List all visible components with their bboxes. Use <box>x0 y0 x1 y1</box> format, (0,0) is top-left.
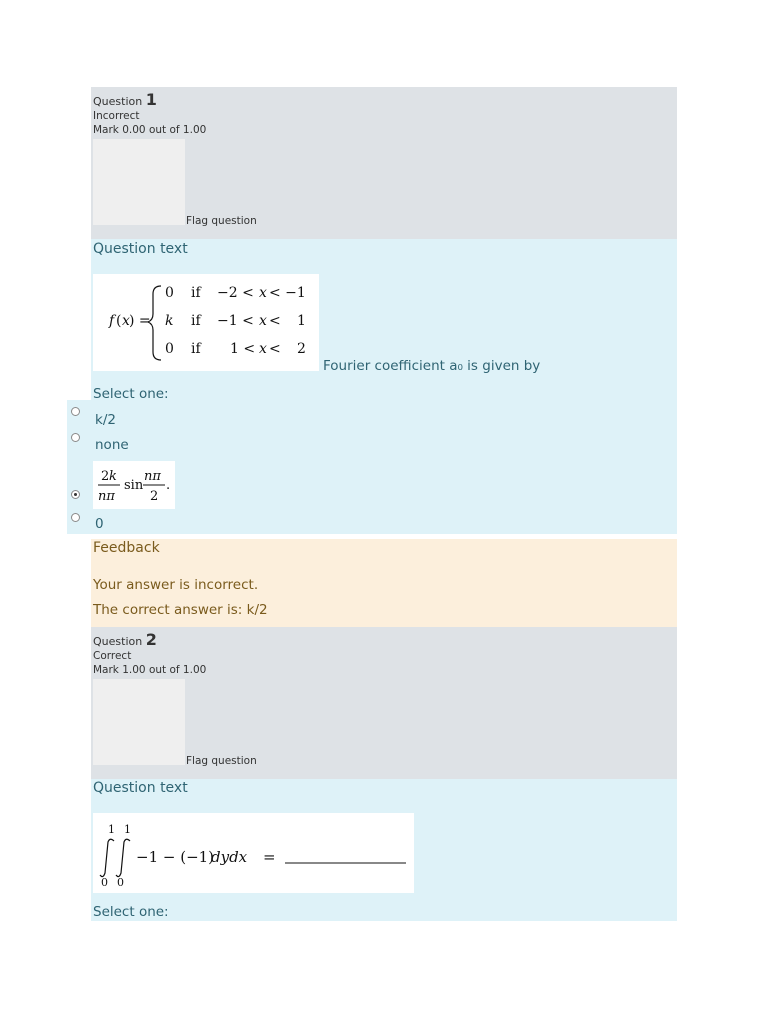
q1-option-4-label[interactable]: 0 <box>95 516 104 532</box>
q2-state: Correct <box>93 650 132 662</box>
q1-feedback-correct-answer: The correct answer is: k/2 <box>93 602 268 618</box>
svg-text:2: 2 <box>297 341 306 357</box>
svg-text:−2 <: −2 < <box>217 285 254 301</box>
svg-text:.: . <box>166 478 171 493</box>
q2-integral-svg <box>93 813 414 893</box>
svg-text:if: if <box>191 313 201 329</box>
svg-text:sin: sin <box>124 478 144 493</box>
svg-text:2: 2 <box>101 469 110 484</box>
svg-text:nπ: nπ <box>144 469 161 484</box>
svg-text:−1 − (−1): −1 − (−1) <box>136 848 215 866</box>
q1-option-1-label[interactable]: k/2 <box>95 412 116 428</box>
q1-mark: Mark 0.00 out of 1.00 <box>93 124 207 136</box>
q1-prompt: Fourier coefficient a₀ is given by <box>323 358 541 374</box>
svg-text:dydx: dydx <box>211 848 248 866</box>
svg-text:k: k <box>109 469 117 484</box>
svg-text:=: = <box>263 848 276 866</box>
q1-option-2-label[interactable]: none <box>95 437 129 453</box>
q1-option-2-radio[interactable] <box>71 433 80 442</box>
q1-number: 1 <box>145 90 157 109</box>
q1-feedback-heading: Feedback <box>93 540 160 556</box>
svg-text:1 <: 1 < <box>230 341 256 357</box>
svg-text:0: 0 <box>117 876 124 889</box>
q2-flag-icon[interactable] <box>93 679 185 765</box>
svg-text:if: if <box>191 285 201 301</box>
svg-text:0: 0 <box>165 285 174 301</box>
q2-double-integral-image <box>93 813 414 893</box>
q1-option-4-radio[interactable] <box>71 513 80 522</box>
svg-text:0: 0 <box>101 876 108 889</box>
svg-text:x: x <box>259 341 267 357</box>
svg-text:k: k <box>165 313 174 329</box>
svg-text:−1 <: −1 < <box>217 313 254 329</box>
q2-flag-question[interactable]: Flag question <box>186 755 257 767</box>
q1-flag-icon[interactable] <box>93 139 185 225</box>
svg-text:2: 2 <box>150 489 159 504</box>
q1-flag-question[interactable]: Flag question <box>186 215 257 227</box>
q1-option-3-formula-image[interactable] <box>93 461 175 509</box>
svg-text:< −1: < −1 <box>269 285 306 301</box>
q1-state: Incorrect <box>93 110 140 122</box>
svg-text:1: 1 <box>297 313 306 329</box>
q1-option-1-radio[interactable] <box>71 407 80 416</box>
svg-text:<: < <box>269 313 281 329</box>
q1-option-3-radio[interactable] <box>71 490 80 499</box>
q1-piecewise-function-image <box>93 274 319 371</box>
svg-text:x: x <box>122 313 130 329</box>
q2-question-number: Question 2 <box>93 630 157 649</box>
svg-text:1: 1 <box>124 823 131 836</box>
q2-select-one: Select one: <box>93 904 169 920</box>
svg-text:f: f <box>109 313 115 329</box>
q2-number: 2 <box>145 630 157 649</box>
svg-text:x: x <box>259 285 267 301</box>
svg-text:<: < <box>269 341 281 357</box>
svg-text:0: 0 <box>165 341 174 357</box>
svg-text:if: if <box>191 341 201 357</box>
q2-question-text-heading: Question text <box>93 780 188 796</box>
svg-text:1: 1 <box>108 823 115 836</box>
q1-select-one: Select one: <box>93 386 169 402</box>
q1-question-text-heading: Question text <box>93 241 188 257</box>
q1-feedback-result: Your answer is incorrect. <box>93 577 259 593</box>
svg-text:(: ( <box>116 313 122 329</box>
q2-mark: Mark 1.00 out of 1.00 <box>93 664 207 676</box>
q1-piecewise-svg <box>93 274 319 371</box>
svg-text:x: x <box>259 313 267 329</box>
svg-text:nπ: nπ <box>98 489 115 504</box>
q1-option-3-svg <box>93 461 175 509</box>
q1-question-number: Question 1 <box>93 90 157 109</box>
svg-text:) =: ) = <box>129 313 151 329</box>
